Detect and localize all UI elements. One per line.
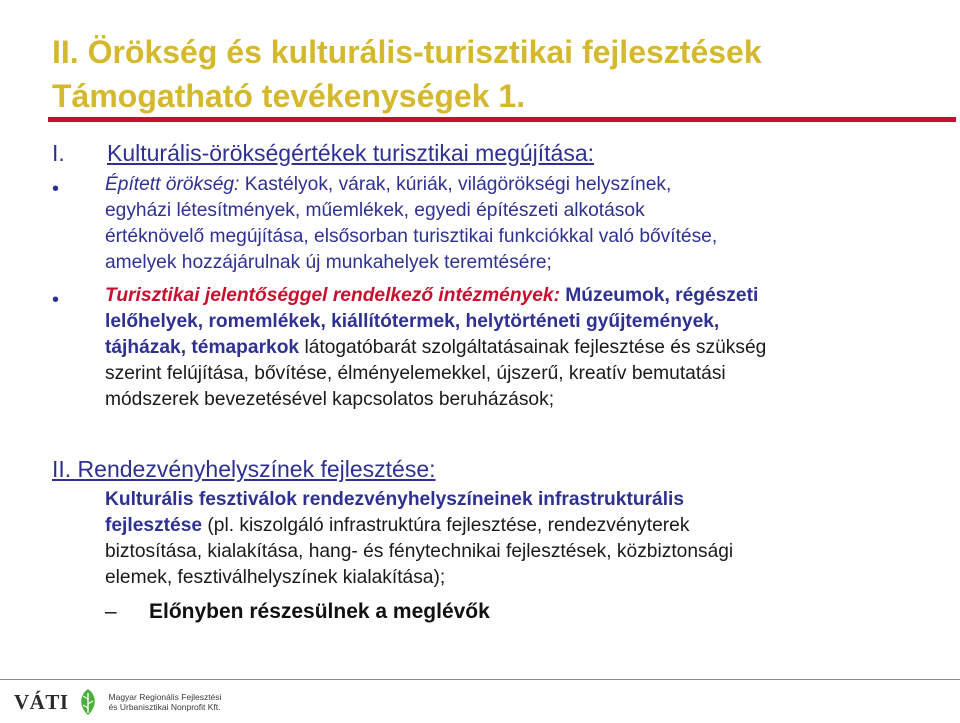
vati-logo-text: VÁTI — [14, 689, 69, 714]
dash-marker: – — [105, 600, 117, 623]
section-1-heading — [52, 139, 594, 167]
org-name-line-1: Magyar Regionális Fejlesztési — [108, 692, 222, 702]
bullet-2-text — [105, 283, 935, 413]
bullet-icon — [52, 178, 59, 201]
bullet-1-lead: Épített örökség: — [105, 174, 240, 195]
title-divider — [48, 117, 956, 122]
bullet-2-line-5: módszerek bevezetésével kapcsolatos beruházások; — [105, 389, 555, 410]
bullet-1-line-3: értéknövelő megújítása, elsősorban turisztikai funkciókkal való bővítése, — [105, 226, 718, 247]
org-name-line-2: és Urbanisztikai Nonprofit Kft. — [108, 702, 221, 712]
org-name — [109, 692, 222, 712]
title-line-1: II. Örökség és kulturális-turisztikai fejlesztések — [52, 34, 762, 70]
bullet-2-line-1: Turisztikai jelentőséggel rendelkező intézmények: Múzeumok, régészeti — [105, 285, 759, 306]
section-1-number: I. — [52, 140, 65, 166]
preference-note — [105, 598, 490, 626]
section-1-title: Kulturális-örökségértékek turisztikai megújítása: — [107, 140, 595, 166]
bullet-1-line-1: Épített örökség: Kastélyok, várak, kúriák, világörökségi helyszínek, — [105, 174, 672, 195]
bullet-2-line-3: tájházak, témaparkok látogatóbarát szolgáltatásainak fejlesztése és szükség — [105, 337, 767, 358]
bullet-1-text — [105, 172, 935, 276]
bullet-2-line-2: lelőhelyek, romemlékek, kiállítótermek, helytörténeti gyűjtemények, — [105, 311, 720, 332]
section-2-line-1: Kulturális fesztiválok rendezvényhelyszíneinek infrastrukturális — [105, 489, 685, 510]
bullet-1-line-2: egyházi létesítmények, műemlékek, egyedi építészeti alkotások — [105, 200, 645, 221]
title-line-2: Támogatható tevékenységek 1. — [52, 78, 526, 114]
footer-divider — [0, 679, 960, 680]
preference-text: Előnyben részesülnek a meglévők — [149, 600, 490, 623]
footer-logo — [14, 684, 221, 720]
bullet-1-line-4: amelyek hozzájárulnak új munkahelyek teremtésére; — [105, 252, 552, 273]
section-2-text — [105, 487, 935, 591]
section-2-heading: II. Rendezvényhelyszínek fejlesztése: — [52, 456, 436, 482]
bullet-icon — [52, 289, 59, 312]
bullet-2-line-4: szerint felújítása, bővítése, élményelemekkel, újszerű, kreatív bemutatási — [105, 363, 726, 384]
section-2-line-2: fejlesztése (pl. kiszolgáló infrastruktúra fejlesztése, rendezvényterek — [105, 515, 690, 536]
section-2-line-3: biztosítása, kialakítása, hang- és fénytechnikai fejlesztések, közbiztonsági — [105, 541, 734, 562]
slide-title — [52, 30, 762, 118]
section-2-line-4: elemek, fesztiválhelyszínek kialakítása); — [105, 567, 446, 588]
leaf-logo-icon — [75, 687, 101, 717]
bullet-2-lead: Turisztikai jelentőséggel rendelkező intézmények: — [105, 285, 560, 306]
